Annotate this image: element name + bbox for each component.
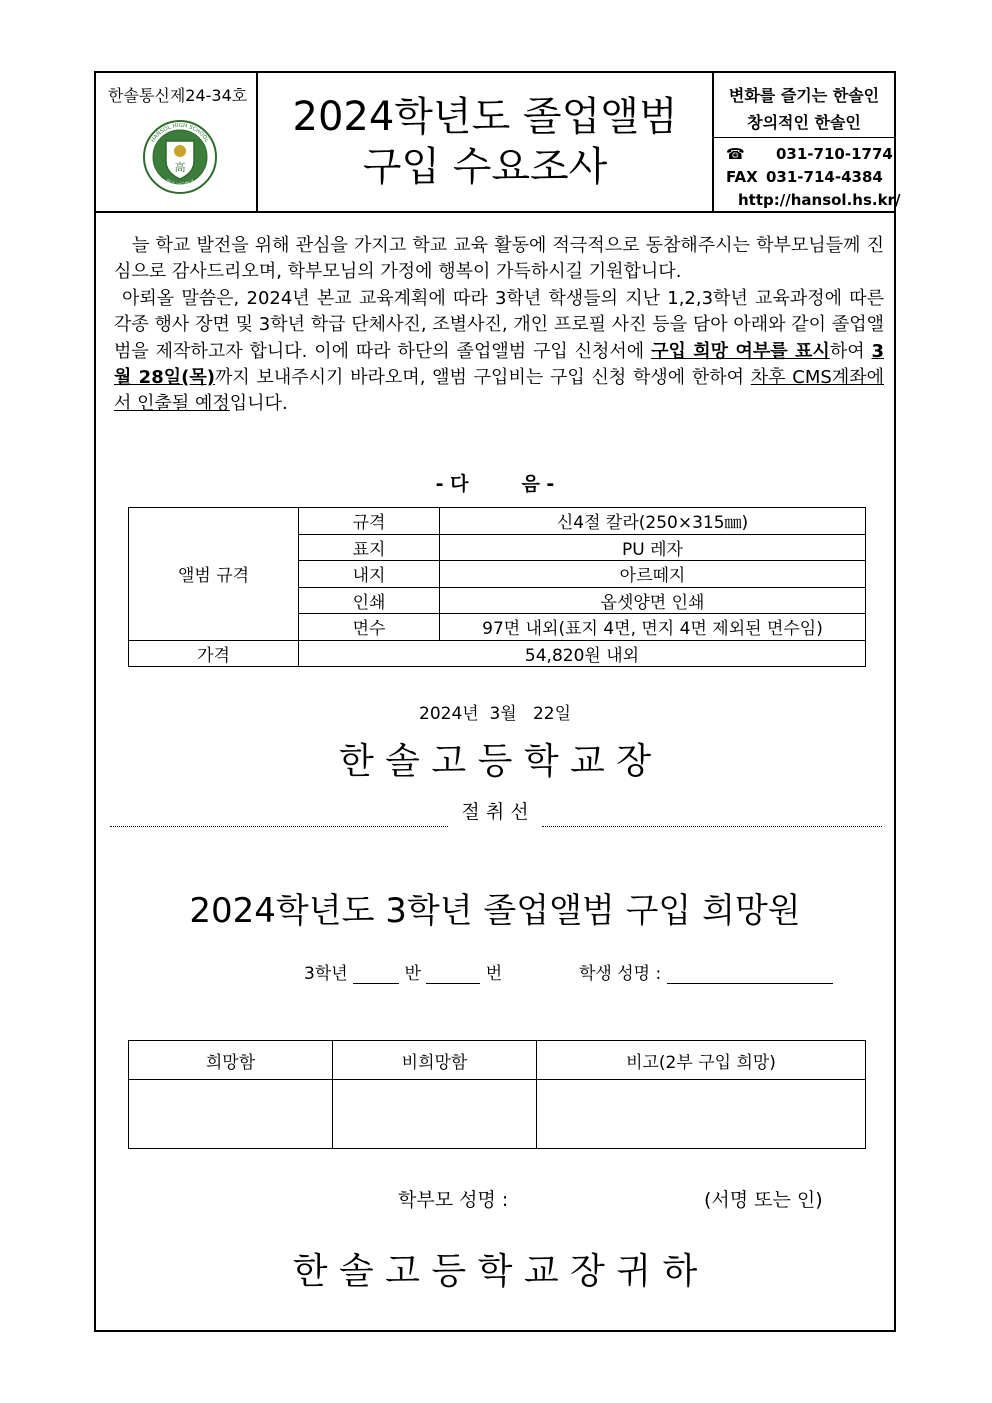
choice-header-row — [129, 1041, 866, 1080]
document-title — [258, 73, 712, 211]
seal-center-text: 高 — [174, 161, 186, 174]
paragraph-2 — [114, 286, 884, 418]
p2-text-a: 아뢰올 말씀은, 2024년 본교 교육계획에 따라 3학년 학생들의 지난 1,2,3학년 교육과정에 따른 각종 행사 장면 및 3학년 학급 단체사진, 조별사진, 개인 프로필 사진 등을 담아 아래와 같이 졸업앨범을 제작하고자 합니다. 이에 따라 하단의 졸업앨범 구입 신청서에 — [114, 287, 884, 362]
sign-note: (서명 또는 인) — [704, 1189, 823, 1211]
motto-line-1: 변화를 즐기는 한솔인 — [728, 86, 880, 105]
purchase-choice-table — [128, 1040, 866, 1149]
choice-want-cell[interactable] — [129, 1080, 333, 1149]
choice-note-cell[interactable] — [537, 1080, 866, 1149]
letterhead-right — [712, 73, 901, 211]
form-title: 2024학년도 3학년 졸업앨범 구입 희망원 — [189, 891, 801, 931]
p2-deadline: 3월 28일(목) — [114, 340, 884, 389]
class-field[interactable] — [353, 965, 399, 984]
title-line-2: 구입 수요조사 — [362, 144, 608, 190]
phone-icon: ☎ — [726, 145, 745, 163]
spec-value: 옵셋양면 인쇄 — [440, 587, 866, 614]
motto-line-2: 창의적인 한솔인 — [747, 113, 861, 132]
choice-header-want: 희망함 — [129, 1041, 333, 1080]
student-name-field[interactable] — [667, 965, 833, 984]
parent-name-label: 학부모 성명 : — [398, 1189, 509, 1211]
school-seal-icon — [142, 119, 218, 195]
spec-label: 면수 — [299, 614, 440, 641]
price-row — [129, 640, 866, 667]
spec-label: 내지 — [299, 561, 440, 588]
price-value: 54,820원 내외 — [299, 640, 866, 667]
student-info-row — [304, 959, 833, 984]
spec-label: 인쇄 — [299, 587, 440, 614]
issue-number: 한솔통신제24-34호 — [108, 86, 248, 105]
fax-number: 031-714-4384 — [766, 168, 883, 186]
number-label: 번 — [485, 964, 503, 984]
document-frame — [94, 71, 901, 1332]
cut-line-left — [110, 826, 448, 827]
seal-bottom-text: 한솔고등학교 — [163, 178, 197, 190]
notice-heading: - 다 음 - — [435, 473, 555, 495]
title-line-1: 2024학년도 졸업앨범 — [292, 94, 678, 140]
letterhead-left — [96, 73, 258, 211]
spec-row — [129, 508, 866, 535]
spec-value: 아르떼지 — [440, 561, 866, 588]
issue-date: 2024년 3월 22일 — [419, 704, 571, 724]
choice-header-note: 비고(2부 구입 희망) — [537, 1041, 866, 1080]
number-field[interactable] — [426, 965, 480, 984]
fax-label: FAX — [726, 168, 758, 186]
addressee: 한 솔 고 등 학 교 장 귀 하 — [292, 1251, 698, 1292]
cut-line-label: 절 취 선 — [461, 801, 529, 823]
spec-group-label: 앨범 규격 — [129, 508, 299, 641]
seal-top-text: HANSOL HIGH SCHOOL — [150, 122, 210, 144]
price-label: 가격 — [129, 640, 299, 667]
spec-value: 97면 내외(표지 4면, 면지 4면 제외된 면수임) — [440, 614, 866, 641]
choice-not-want-cell[interactable] — [333, 1080, 537, 1149]
principal-signature: 한 솔 고 등 학 교 장 — [338, 741, 652, 782]
p2-emphasis-mark: 구입 희망 여부를 표시 — [651, 340, 830, 362]
spec-value: PU 레자 — [440, 534, 866, 561]
spec-label: 표지 — [299, 534, 440, 561]
student-name-label: 학생 성명 : — [578, 964, 662, 984]
p2-text-c: 하여 — [829, 340, 872, 362]
motto-divider — [714, 137, 894, 138]
spec-label: 규격 — [299, 508, 440, 535]
spec-value: 신4절 칼라(250×315㎜) — [440, 508, 866, 535]
notice-body — [114, 233, 884, 418]
school-website: http://hansol.hs.kr/ — [738, 191, 901, 209]
class-label: 반 — [404, 964, 421, 984]
p2-cms-note: 차후 CMS계좌에서 인출될 예정 — [114, 367, 884, 415]
p2-text-g: 입니다. — [229, 393, 288, 415]
choice-header-not-want: 비희망함 — [333, 1041, 537, 1080]
album-spec-table — [128, 507, 866, 667]
p2-text-e: 까지 보내주시기 바라오며, 앨범 구입비는 구입 신청 학생에 한하여 — [214, 367, 751, 389]
cut-line-right — [542, 826, 882, 827]
letterhead — [96, 73, 901, 213]
paragraph-1: 늘 학교 발전을 위해 관심을 가지고 학교 교육 활동에 적극적으로 동참해주시는 학부모님들께 진심으로 감사드리오며, 학부모님의 가정에 행복이 가득하시길 기원합니다. — [114, 235, 884, 283]
phone-number: 031-710-1774 — [776, 145, 893, 163]
choice-input-row — [129, 1080, 866, 1149]
grade-label: 3학년 — [304, 964, 348, 984]
